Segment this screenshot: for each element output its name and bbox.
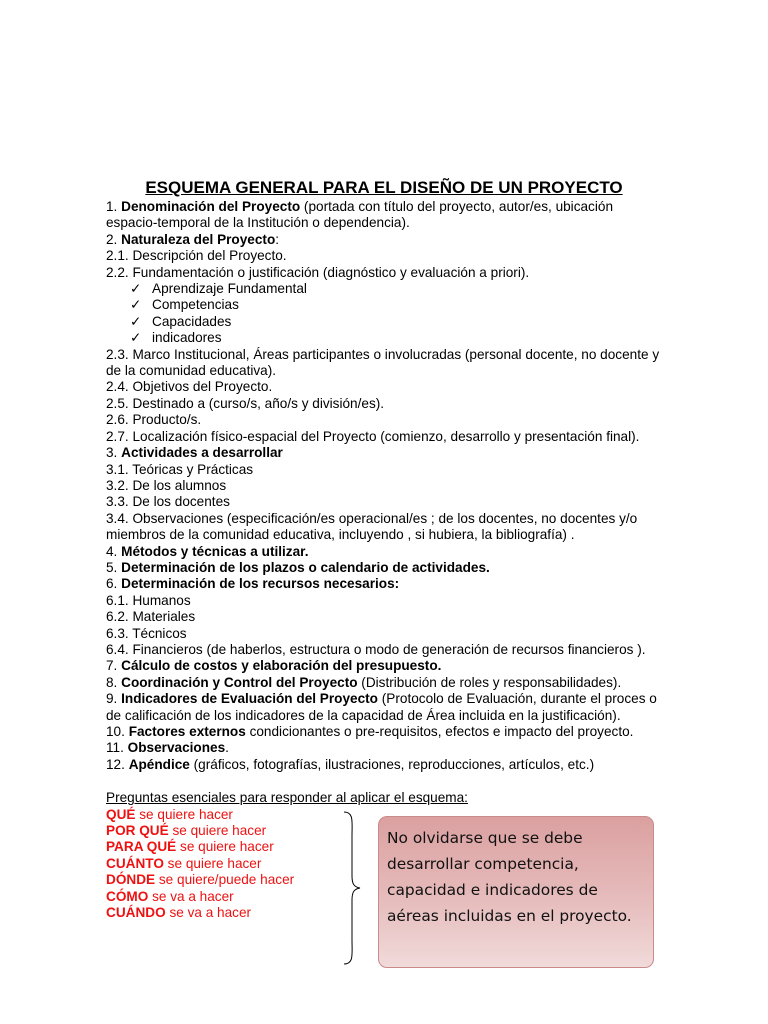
question-text: se quiere hacer: [176, 839, 274, 855]
outline-section: [106, 560, 666, 576]
checklist-label: indicadores: [152, 330, 222, 346]
checklist-item: [106, 297, 666, 313]
section-number: 7.: [106, 658, 122, 674]
section-number: 11.: [106, 740, 128, 756]
question-text: se quiere hacer: [135, 806, 233, 822]
section-detail: :: [275, 231, 280, 247]
brace-icon: [330, 810, 370, 966]
section-title: Métodos y técnicas a utilizar.: [121, 543, 309, 559]
outline-section: [106, 724, 666, 740]
question-word: QUÉ: [106, 806, 136, 822]
question-word: CUÁNDO: [106, 905, 166, 921]
section-number: 8.: [106, 674, 122, 690]
outline-item-text: 3.4. Observaciones (especificación/es operacional/es ; de los docentes, no docentes y/o miembros de la comunidad educativa, incluyendo , si hubiera, la bibliografía) .: [106, 510, 638, 543]
checklist-label: Competencias: [152, 297, 239, 313]
checkmark-icon: ✓: [130, 330, 142, 346]
outline-items: [106, 199, 666, 773]
outline-item: [106, 626, 666, 642]
question-text: se quiere/puede hacer: [155, 872, 295, 888]
outline: [106, 199, 666, 921]
questions-header: Preguntas esenciales para responder al aplicar el esquema:: [106, 790, 468, 806]
section-detail: .: [225, 740, 229, 756]
section-title: Observaciones: [127, 740, 226, 756]
question-text: se quiere hacer: [163, 855, 262, 871]
outline-item: [106, 462, 666, 478]
checklist-item: [106, 330, 666, 346]
section-number: 12.: [106, 756, 129, 772]
section-number: 2.: [106, 231, 122, 247]
outline-item-text: 2.3. Marco Institucional, Áreas participantes o involucradas (personal docente, no docente y de la comunidad educativa).: [106, 346, 660, 379]
outline-item-text: 3.2. De los alumnos: [106, 477, 227, 493]
outline-item-text: 6.1. Humanos: [106, 592, 191, 608]
outline-section: [106, 757, 666, 773]
outline-item: [106, 347, 666, 380]
section-title: Factores externos: [128, 724, 246, 739]
checklist-label: Capacidades: [152, 313, 232, 329]
section-title: Determinación de los plazos o calendario de actividades.: [121, 559, 490, 575]
question-word: CÓMO: [106, 888, 149, 904]
outline-section: [106, 576, 666, 592]
checklist-item: [106, 314, 666, 330]
outline-section: [106, 740, 666, 756]
section-number: 10.: [106, 724, 129, 739]
checkmark-icon: ✓: [130, 297, 142, 313]
outline-section: [106, 544, 666, 560]
question-text: se va a hacer: [148, 888, 234, 904]
section-number: 5.: [106, 559, 122, 575]
question-text: se quiere hacer: [168, 823, 267, 839]
section-title: Actividades a desarrollar: [121, 445, 283, 461]
section-number: 1.: [106, 199, 122, 214]
outline-section: [106, 658, 666, 674]
outline-item: [106, 412, 666, 428]
page-title: ESQUEMA GENERAL PARA EL DISEÑO DE UN PROYECTO: [145, 178, 623, 197]
section-title: Indicadores de Evaluación del Proyecto: [121, 691, 378, 707]
outline-item: [106, 429, 666, 445]
outline-item: [106, 511, 666, 544]
outline-item: [106, 379, 666, 395]
outline-section: [106, 445, 666, 461]
outline-item-text: 2.6. Producto/s.: [106, 412, 202, 428]
section-title: Cálculo de costos y elaboración del presupuesto.: [121, 658, 442, 674]
question-word: PARA QUÉ: [106, 839, 177, 855]
section-detail: (Protocolo de Evaluación, durante el proces o de calificación de los indicadores de la capacidad de Área incluida en la justificación).: [106, 691, 657, 723]
section-detail: (Distribución de roles y responsabilidades).: [357, 674, 622, 690]
section-number: 4.: [106, 543, 122, 559]
outline-item: [106, 609, 666, 625]
outline-item: [106, 265, 666, 281]
outline-item-text: 2.5. Destinado a (curso/s, año/s y división/es).: [106, 395, 385, 411]
question-word: CUÁNTO: [106, 855, 164, 871]
outline-item-text: 2.1. Descripción del Proyecto.: [106, 248, 287, 264]
section-detail: (portada con título del proyecto, autor/es, ubicación espacio-temporal de la Institución o dependencia).: [106, 199, 613, 231]
section-detail: (gráficos, fotografías, ilustraciones, reproducciones, artículos, etc.): [189, 756, 595, 772]
outline-item: [106, 396, 666, 412]
outline-item: [106, 478, 666, 494]
section-title: Naturaleza del Proyecto: [121, 231, 276, 247]
question-word: DÓNDE: [106, 872, 156, 888]
outline-item-text: 2.2. Fundamentación o justificación (diagnóstico y evaluación a priori).: [106, 264, 530, 280]
outline-item: [106, 593, 666, 609]
outline-section: [106, 675, 666, 691]
outline-section: [106, 232, 666, 248]
section-number: 6.: [106, 576, 122, 592]
outline-item-text: 2.4. Objetivos del Proyecto.: [106, 379, 273, 395]
question-text: se va a hacer: [165, 905, 252, 921]
outline-item-text: 3.1. Teóricas y Prácticas: [106, 461, 254, 477]
outline-section: [106, 691, 666, 724]
section-number: 9.: [106, 691, 122, 707]
checkmark-icon: ✓: [130, 281, 142, 297]
question-word: POR QUÉ: [106, 823, 169, 839]
checklist-label: Aprendizaje Fundamental: [152, 281, 307, 297]
outline-item: [106, 642, 666, 658]
outline-item: [106, 248, 666, 264]
outline-item-text: 6.4. Financieros (de haberlos, estructura o modo de generación de recursos financieros ).: [106, 641, 646, 657]
checkmark-icon: ✓: [130, 313, 142, 329]
section-title: Denominación del Proyecto: [121, 199, 301, 214]
section-title: Determinación de los recursos necesarios:: [121, 576, 400, 592]
outline-item: [106, 494, 666, 510]
section-title: Apéndice: [128, 756, 190, 772]
outline-item-text: 6.2. Materiales: [106, 609, 196, 625]
section-detail: condicionantes o pre-requisitos, efectos e impacto del proyecto.: [245, 724, 634, 739]
section-number: 3.: [106, 445, 122, 461]
section-title: Coordinación y Control del Proyecto: [121, 674, 358, 690]
outline-item-text: 3.3. De los docentes: [106, 494, 230, 510]
outline-item-text: 6.3. Técnicos: [106, 625, 187, 641]
checklist-item: [106, 281, 666, 297]
note-box: No olvidarse que se debe desarrollar competencia, capacidad e indicadores de aéreas incluidas en el proyecto.: [378, 816, 654, 968]
outline-item-text: 2.7. Localización físico-espacial del Proyecto (comienzo, desarrollo y presentación final).: [106, 428, 640, 444]
outline-section: [106, 199, 666, 232]
